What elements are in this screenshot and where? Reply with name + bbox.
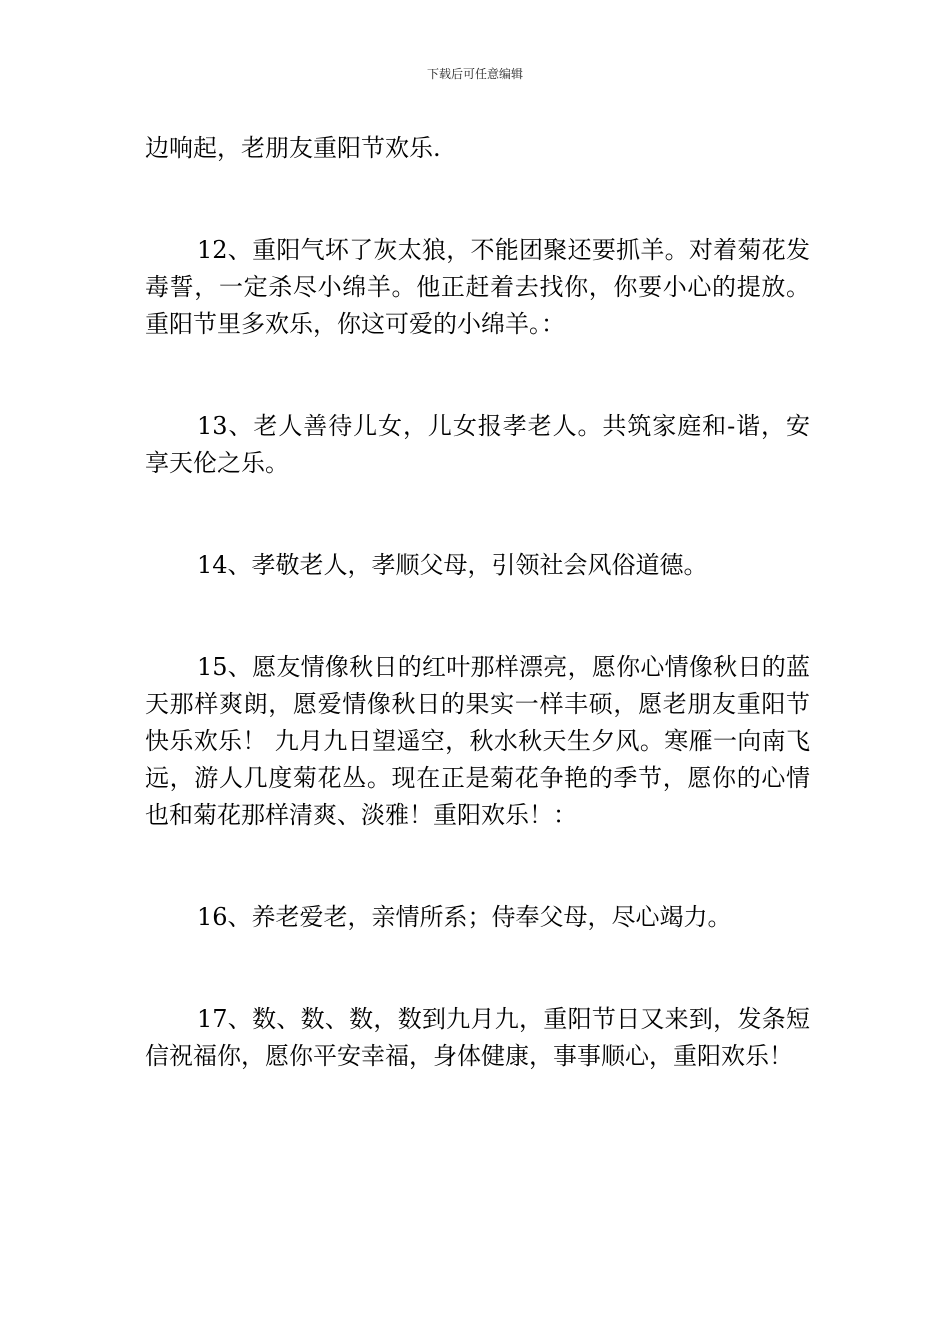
paragraph-gap	[145, 584, 810, 649]
paragraph-gap	[145, 936, 810, 1001]
paragraph-16: 16、养老爱老，亲情所系；侍奉父母，尽心竭力。	[197, 903, 732, 931]
paragraph-gap	[145, 482, 810, 547]
paragraph-14: 14、孝敬老人，孝顺父母，引领社会风俗道德。	[197, 551, 708, 579]
paragraph-gap	[145, 167, 810, 232]
paragraph-13: 13、老人善待儿女，儿女报孝老人。共筑家庭和-谐，安享天伦之乐。	[145, 412, 810, 477]
paragraph-15: 15、愿友情像秋日的红叶那样漂亮，愿你心情像秋日的蓝天那样爽朗，愿爱情像秋日的果实一样丰硕，愿老朋友重阳节快乐欢乐！ 九月九日望遥空，秋水秋天生夕风。寒雁一向南飞远，游人几度菊花丛。现在正是菊花争艳的季节，愿你的心情也和菊花那样清爽、淡雅！重阳欢乐！：	[145, 653, 810, 829]
paragraph-17: 17、数、数、数，数到九月九，重阳节日又来到，发条短信祝福你，愿你平安幸福，身体健康，事事顺心，重阳欢乐！	[145, 1005, 810, 1070]
document-body	[145, 130, 810, 1075]
paragraph-12: 12、重阳气坏了灰太狼，不能团聚还要抓羊。对着菊花发毒誓，一定杀尽小绵羊。他正赶着去找你，你要小心的提放。重阳节里多欢乐，你这可爱的小绵羊。：	[145, 236, 810, 338]
page-header: 下载后可任意编辑	[426, 67, 523, 81]
paragraph-continuation: 边响起，老朋友重阳节欢乐.	[145, 134, 441, 162]
paragraph-gap	[145, 834, 810, 899]
paragraph-gap	[145, 343, 810, 408]
